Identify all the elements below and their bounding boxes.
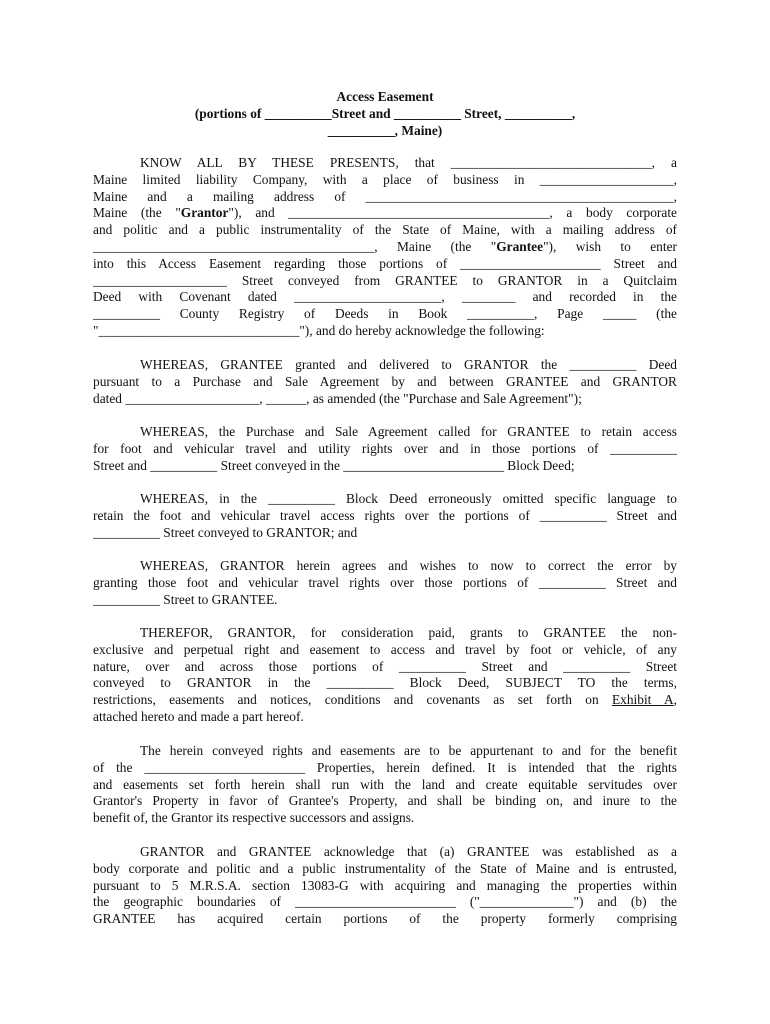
- text-line: __________ County Registry of Deeds in Book __________, Page _____ (the: [93, 306, 677, 322]
- paragraph-whereas-1: [93, 357, 677, 407]
- title-line: (portions of __________Street and __________ Street, __________,: [194, 106, 576, 121]
- text-line: GRANTEE has acquired certain portions of the property formerly comprising: [93, 911, 677, 927]
- text-line: retain the foot and vehicular travel access rights over the portions of __________ Street and: [93, 507, 677, 523]
- text-line: WHEREAS, in the __________ Block Deed erroneously omitted specific language to: [140, 491, 677, 506]
- text-line: WHEREAS, GRANTEE granted and delivered to GRANTOR the __________ Deed: [140, 357, 677, 372]
- text-line: conveyed to GRANTOR in the __________ Block Deed, SUBJECT TO the terms,: [93, 675, 677, 691]
- text-line: and politic and a public instrumentality of the State of Maine, with a mailing address of: [93, 222, 677, 238]
- paragraph-preamble: [93, 155, 677, 340]
- text-line: __________ Street to GRANTEE.: [93, 591, 278, 607]
- text-line: The herein conveyed rights and easements are to be appurtenant to and for the benefit: [140, 743, 677, 758]
- text-line: Maine limited liability Company, with a place of business in ____________________,: [93, 171, 677, 187]
- text-line: dated ____________________, ______, as amended (the "Purchase and Sale Agreement");: [93, 390, 582, 406]
- text-line: exclusive and perpetual right and easement to access and travel by foot or vehicle, of any: [93, 641, 677, 657]
- text-line: WHEREAS, GRANTOR herein agrees and wishes to now to correct the error by: [140, 558, 677, 573]
- text-line: Grantor's Property in favor of Grantee's Property, and shall be binding on, and inure to the: [93, 793, 677, 809]
- text-line: GRANTOR and GRANTEE acknowledge that (a) GRANTEE was established as a: [140, 844, 677, 859]
- text-line: benefit of, the Grantor its respective successors and assigns.: [93, 810, 415, 826]
- text-line: THEREFOR, GRANTOR, for consideration paid, grants to GRANTEE the non-: [140, 625, 677, 640]
- text-line: Deed with Covenant dated ______________________, ________ and recorded in the: [93, 289, 677, 305]
- paragraph-whereas-2: [93, 424, 677, 474]
- text-line: __________ Street conveyed to GRANTOR; and: [93, 524, 358, 540]
- document-title: [93, 88, 677, 139]
- text-line: KNOW ALL BY THESE PRESENTS, that ______________________________, a: [140, 155, 677, 170]
- emphasis-text: Grantor: [180, 205, 229, 221]
- paragraph-appurtenant: [93, 743, 677, 827]
- text-line: "______________________________"), and do hereby acknowledge the following:: [93, 322, 545, 338]
- text-line: the geographic boundaries of ________________________ ("______________") and (b) the: [93, 894, 677, 910]
- text-line: Maine (the "Grantor"), and _______________________________________, a body corporate: [93, 205, 677, 221]
- title-line: __________, Maine): [327, 123, 443, 138]
- paragraph-acknowledge: [93, 844, 677, 928]
- emphasis-text: Exhibit A: [611, 692, 674, 708]
- paragraph-therefor: [93, 625, 677, 726]
- paragraph-whereas-3: [93, 491, 677, 541]
- text-line: pursuant to a Purchase and Sale Agreement by and between GRANTEE and GRANTOR: [93, 373, 677, 389]
- text-line: Street and __________ Street conveyed in the ________________________ Block Deed;: [93, 457, 575, 473]
- text-line: body corporate and politic and a public instrumentality of the State of Maine and is entrusted,: [93, 860, 677, 876]
- paragraph-whereas-4: [93, 558, 677, 608]
- text-line: WHEREAS, the Purchase and Sale Agreement called for GRANTEE to retain access: [140, 424, 677, 439]
- text-line: pursuant to 5 M.R.S.A. section 13083-G with acquiring and managing the properties within: [93, 877, 677, 893]
- emphasis-text: Grantee: [496, 238, 544, 254]
- text-line: and easements set forth herein shall run with the land and create equitable servitudes over: [93, 776, 677, 792]
- text-line: attached hereto and made a part hereof.: [93, 708, 304, 724]
- title-line: Access Easement: [336, 89, 434, 104]
- text-line: __________________________________________, Maine (the "Grantee"), wish to enter: [93, 238, 677, 254]
- text-line: for foot and vehicular travel and utility rights over and in those portions of __________: [93, 440, 677, 456]
- text-line: of the ________________________ Properties, herein defined. It is intended that the rights: [93, 759, 677, 775]
- text-line: restrictions, easements and notices, conditions and covenants as set forth on Exhibit A,: [93, 692, 677, 708]
- text-line: nature, over and across those portions of __________ Street and __________ Street: [93, 658, 677, 674]
- text-line: ____________________ Street conveyed from GRANTEE to GRANTOR in a Quitclaim: [93, 272, 677, 288]
- text-line: Maine and a mailing address of ______________________________________________,: [93, 188, 677, 204]
- text-line: into this Access Easement regarding those portions of _____________________ Street and: [93, 255, 677, 271]
- text-line: granting those foot and vehicular travel rights over those portions of __________ Street and: [93, 574, 677, 590]
